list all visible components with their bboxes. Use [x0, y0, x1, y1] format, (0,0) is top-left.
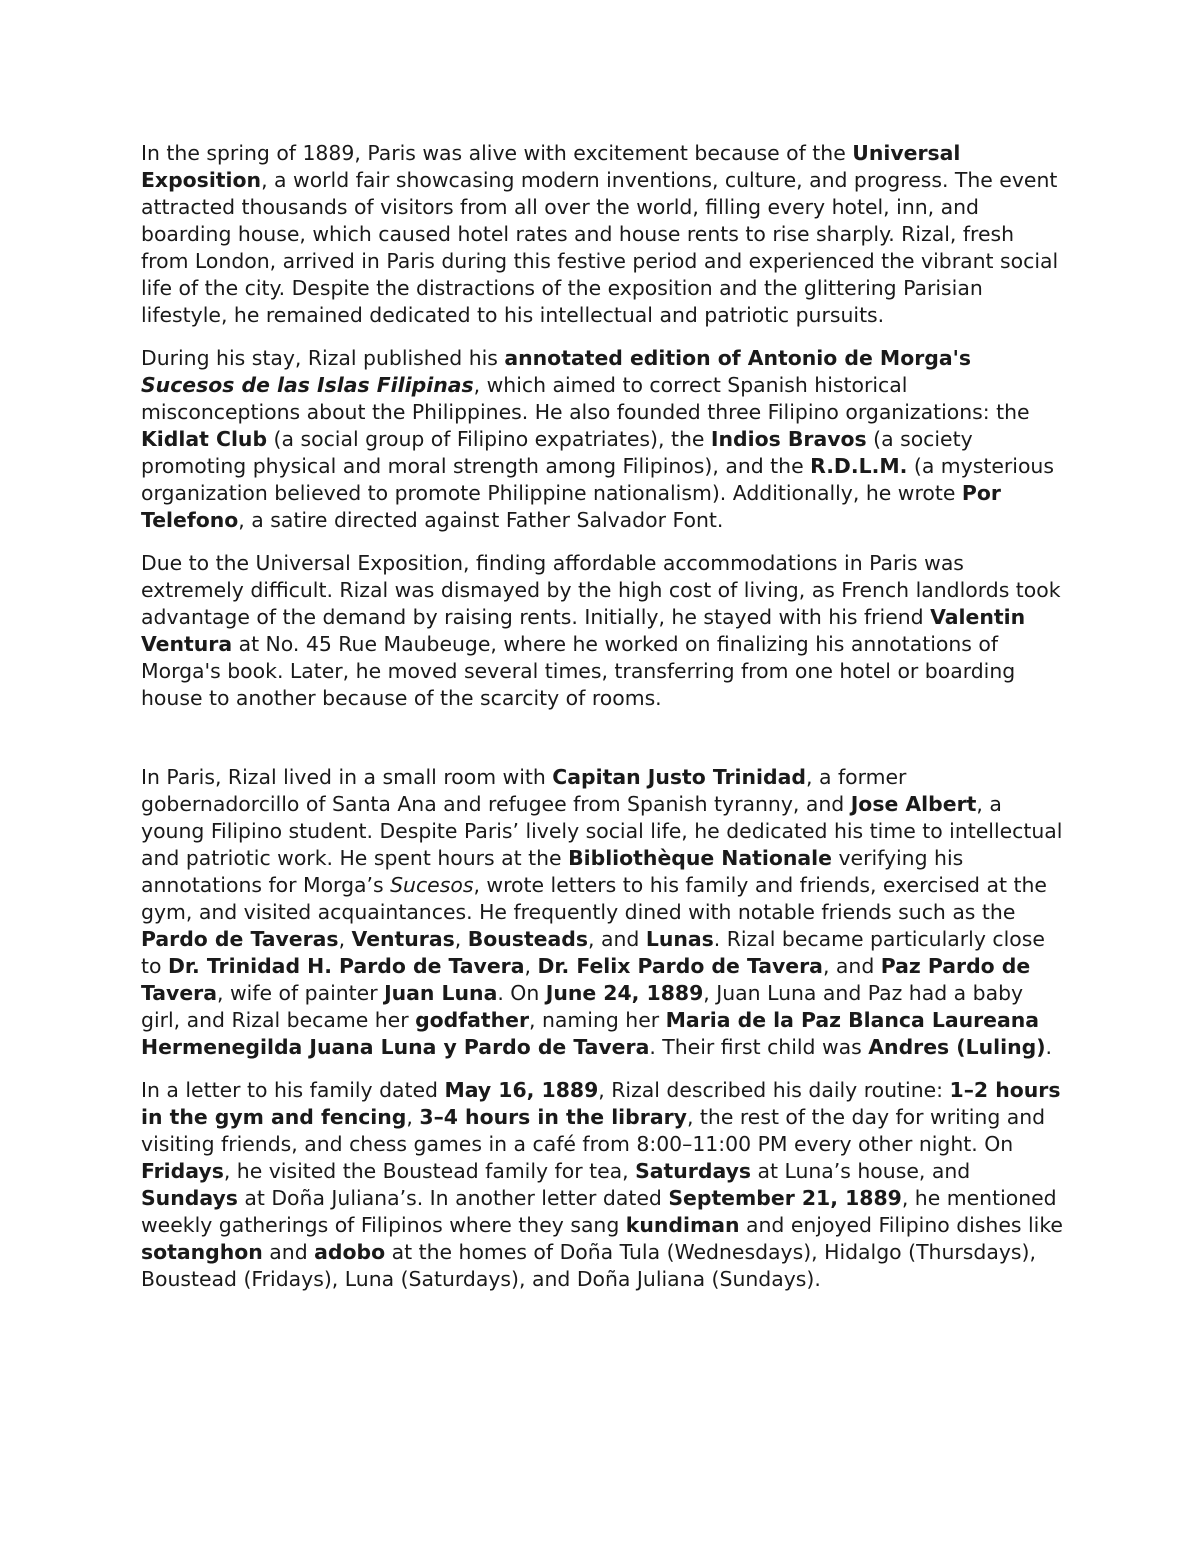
text-run: , a satire directed against Father Salvador Font.	[238, 508, 724, 532]
text-run: , he visited the Boustead family for tea,	[223, 1159, 636, 1183]
bold-text: Maria de la Paz Blanca Laureana Hermenegilda Juana Luna y Pardo de Tavera	[141, 1008, 1040, 1059]
text-run: In the spring of 1889, Paris was alive with excitement because of the	[141, 141, 853, 165]
text-run: at No. 45 Rue Maubeuge, where he worked on finalizing his annotations of Morga's book. Later, he moved several times, transferring from one hotel or boarding house to another because of the scarcity of rooms.	[141, 632, 1016, 710]
text-run: , Juan Luna and Paz had a baby girl, and Rizal became her	[141, 981, 1024, 1032]
bold-text: Sundays	[141, 1186, 238, 1210]
bold-text: annotated edition of Antonio de Morga's	[504, 346, 972, 370]
paragraph-2	[141, 345, 1066, 534]
text-run: ,	[338, 927, 352, 951]
text-run: , the rest of the day for writing and visiting friends, and chess games in a café from 8:00–11:00 PM every other night. On	[141, 1105, 1046, 1156]
bold-text: 3–4 hours in the library	[419, 1105, 687, 1129]
text-run: and enjoyed Filipino dishes like	[739, 1213, 1063, 1237]
bold-text: Valentin Ventura	[141, 605, 1026, 656]
bold-text: godfather	[415, 1008, 530, 1032]
text-run: . On	[497, 981, 546, 1005]
text-run: , naming her	[529, 1008, 666, 1032]
bold-text: Por Telefono	[141, 481, 1001, 532]
text-run: In Paris, Rizal lived in a small room with	[141, 765, 553, 789]
paragraph-4	[141, 764, 1066, 1061]
bold-text: Saturdays	[635, 1159, 751, 1183]
text-run: In a letter to his family dated	[141, 1078, 445, 1102]
text-run: (a mysterious organization believed to promote Philippine nationalism). Additionally, he wrote	[141, 454, 1054, 505]
bold-text: Indios Bravos	[710, 427, 867, 451]
text-run: , a former gobernadorcillo of Santa Ana and refugee from Spanish tyranny, and	[141, 765, 907, 816]
bold-text: Universal Exposition	[141, 141, 961, 192]
text-run: , a young Filipino student. Despite Paris’ lively social life, he dedicated his time to intellectual and patriotic work. He spent hours at the	[141, 792, 1063, 870]
bold-text: Lunas	[645, 927, 714, 951]
document-body	[141, 140, 1066, 1293]
text-run: Due to the Universal Exposition, finding affordable accommodations in Paris was extremely difficult. Rizal was dismayed by the high cost of living, as French landlords took advantage of the demand by raising rents. Initially, he stayed with his friend	[141, 551, 1061, 629]
text-run: , and	[588, 927, 646, 951]
text-run: and	[262, 1240, 315, 1264]
text-run: ,	[454, 927, 468, 951]
paragraph-5	[141, 1077, 1066, 1293]
bold-text: sotanghon	[141, 1240, 263, 1264]
bold-text: Juan Luna	[384, 981, 498, 1005]
text-run: .	[1045, 1035, 1053, 1059]
bold-text: Jose Albert	[850, 792, 977, 816]
document-page	[141, 140, 1066, 1309]
bold-text: May 16, 1889	[444, 1078, 599, 1102]
bold-text: Sucesos de las Islas Filipinas	[141, 373, 474, 397]
text-run: , and	[822, 954, 881, 978]
text-run: at Luna’s house, and	[751, 1159, 971, 1183]
paragraph-3	[141, 550, 1066, 712]
bold-text: Dr. Felix Pardo de Tavera	[537, 954, 823, 978]
bold-text: Andres (Luling)	[868, 1035, 1046, 1059]
text-run: ,	[524, 954, 538, 978]
text-run: . Rizal became particularly close to	[141, 927, 1045, 978]
bold-text: June 24, 1889	[545, 981, 704, 1005]
text-run: , wife of painter	[216, 981, 385, 1005]
bold-text: adobo	[314, 1240, 386, 1264]
text-run: at the homes of Doña Tula (Wednesdays), Hidalgo (Thursdays), Boustead (Fridays), Luna (Saturdays), and Doña Juliana (Sundays).	[141, 1240, 1036, 1291]
bold-text: Pardo de Taveras	[141, 927, 339, 951]
bold-text: R.D.L.M.	[810, 454, 908, 478]
text-run: ,	[406, 1105, 420, 1129]
bold-text: kundiman	[625, 1213, 740, 1237]
text-run: (a social group of Filipino expatriates), the	[267, 427, 711, 451]
text-run: verifying his annotations for Morga’s	[141, 846, 964, 897]
italic-text: Sucesos	[390, 873, 474, 897]
bold-text: Paz Pardo de Tavera	[141, 954, 1031, 1005]
bold-text: September 21, 1889	[668, 1186, 902, 1210]
bold-text: Dr. Trinidad H. Pardo de Tavera	[167, 954, 525, 978]
text-run: During his stay, Rizal published his	[141, 346, 505, 370]
bold-text: Bousteads	[467, 927, 589, 951]
bold-text: 1–2 hours in the gym and fencing	[141, 1078, 1061, 1129]
bold-text: Capitan Justo Trinidad	[552, 765, 806, 789]
text-run: , wrote letters to his family and friends, exercised at the gym, and visited acquaintances. He frequently dined with notable friends such as the	[141, 873, 1047, 924]
text-run: . Their first child was	[649, 1035, 869, 1059]
bold-text: Bibliothèque Nationale	[568, 846, 832, 870]
bold-text: Venturas	[351, 927, 455, 951]
text-run: , he mentioned weekly gatherings of Filipinos where they sang	[141, 1186, 1057, 1237]
text-run: , a world fair showcasing modern inventions, culture, and progress. The event attracted thousands of visitors from all over the world, filling every hotel, inn, and boarding house, which caused hotel rates and house rents to rise sharply. Rizal, fresh from London, arrived in Paris during this festive period and experienced the vibrant social life of the city. Despite the distractions of the exposition and the glittering Parisian lifestyle, he remained dedicated to his intellectual and patriotic pursuits.	[141, 168, 1059, 327]
paragraph-1	[141, 140, 1066, 329]
bold-text: Fridays	[141, 1159, 224, 1183]
text-run: at Doña Juliana’s. In another letter dated	[237, 1186, 669, 1210]
text-run: (a society promoting physical and moral strength among Filipinos), and the	[141, 427, 973, 478]
text-run: , Rizal described his daily routine:	[598, 1078, 950, 1102]
text-run: , which aimed to correct Spanish historical misconceptions about the Philippines. He also founded three Filipino organizations: the	[141, 373, 1030, 424]
bold-text: Kidlat Club	[141, 427, 268, 451]
